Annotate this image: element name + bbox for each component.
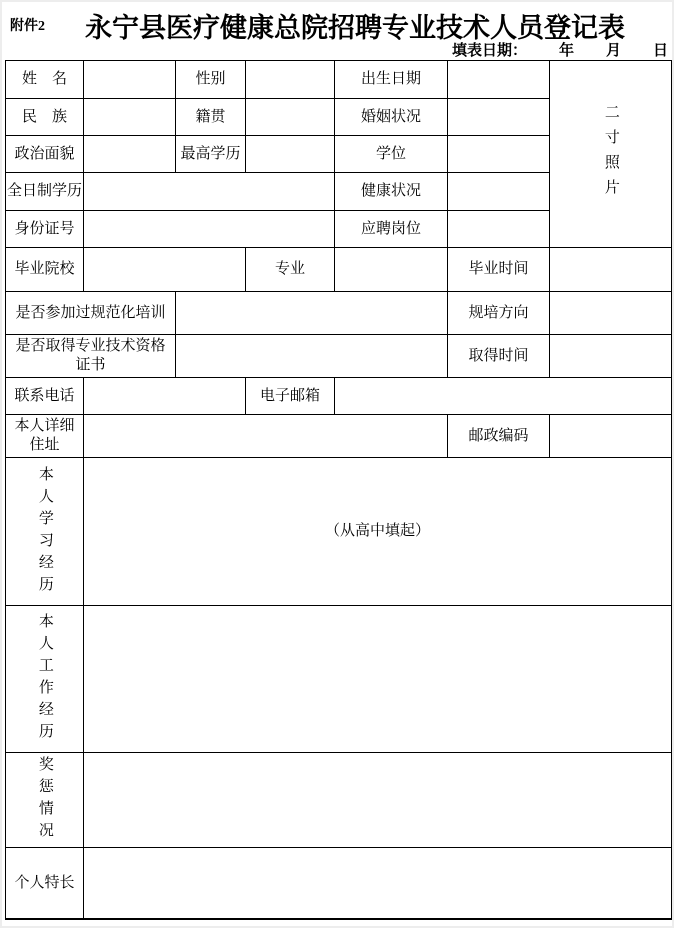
graduation-time-value-cell — [550, 248, 672, 292]
major-value-cell — [335, 248, 448, 292]
id-number-value-cell — [84, 211, 335, 248]
obtained-time-label-cell: 取得时间 — [448, 335, 550, 378]
training-direction-value-cell — [550, 292, 672, 335]
year-label: 年 — [558, 43, 574, 59]
photo-placeholder-label: 二寸照片 — [602, 104, 619, 204]
rewards-punishments-label-cell — [6, 753, 84, 848]
home-address-value-cell — [84, 415, 448, 458]
id-number-label-cell: 身份证号 — [6, 211, 84, 248]
political-status-label-cell: 政治面貌 — [6, 136, 84, 173]
rewards-punishments-label: 奖惩情况 — [36, 756, 53, 844]
applied-position-label-cell: 应聘岗位 — [335, 211, 448, 248]
fulltime-education-label-cell: 全日制学历 — [6, 173, 84, 211]
work-experience-label: 本人工作经历 — [36, 613, 53, 745]
degree-value-cell — [448, 136, 550, 173]
graduation-time-label-cell: 毕业时间 — [448, 248, 550, 292]
personal-specialty-content-cell — [84, 848, 672, 919]
contact-phone-value-cell — [84, 378, 246, 415]
ethnicity-label-cell: 民 族 — [6, 99, 84, 136]
attachment-label: 附件2 — [10, 19, 45, 34]
degree-label-cell: 学位 — [335, 136, 448, 173]
highest-education-value-cell — [246, 136, 335, 173]
month-label: 月 — [605, 43, 621, 59]
native-place-label-cell: 籍贯 — [176, 99, 246, 136]
home-address-label-cell: 本人详细住址 — [6, 415, 84, 458]
work-experience-label-cell — [6, 606, 84, 753]
study-experience-label-cell — [6, 458, 84, 606]
postal-code-label-cell: 邮政编码 — [448, 415, 550, 458]
qualification-certificate-label-cell: 是否取得专业技术资格证书 — [6, 335, 176, 378]
form-table — [5, 60, 673, 920]
gender-label-cell: 性别 — [176, 61, 246, 99]
work-experience-content-cell — [84, 606, 672, 753]
obtained-time-value-cell — [550, 335, 672, 378]
personal-specialty-label-cell: 个人特长 — [6, 848, 84, 919]
study-experience-content-cell — [84, 458, 672, 606]
name-value-cell — [84, 61, 176, 99]
fulltime-education-value-cell — [84, 173, 335, 211]
email-value-cell — [335, 378, 672, 415]
standardized-training-label-cell: 是否参加过规范化培训 — [6, 292, 176, 335]
training-direction-label-cell: 规培方向 — [448, 292, 550, 335]
health-status-label-cell: 健康状况 — [335, 173, 448, 211]
study-experience-hint: （从高中填起） — [324, 523, 430, 540]
postal-code-value-cell — [550, 415, 672, 458]
email-label-cell: 电子邮箱 — [246, 378, 335, 415]
political-status-value-cell — [84, 136, 176, 173]
major-label-cell: 专业 — [246, 248, 335, 292]
rewards-punishments-content-cell — [84, 753, 672, 848]
name-label-cell: 姓 名 — [6, 61, 84, 99]
applied-position-value-cell — [448, 211, 550, 248]
health-status-value-cell — [448, 173, 550, 211]
native-place-value-cell — [246, 99, 335, 136]
graduation-school-value-cell — [84, 248, 246, 292]
gender-value-cell — [246, 61, 335, 99]
photo-cell — [550, 61, 672, 248]
marital-status-value-cell — [448, 99, 550, 136]
day-label: 日 — [652, 43, 668, 59]
marital-status-label-cell: 婚姻状况 — [335, 99, 448, 136]
fill-date-line — [452, 39, 668, 60]
ethnicity-value-cell — [84, 99, 176, 136]
study-experience-label: 本人学习经历 — [36, 465, 53, 598]
graduation-school-label-cell: 毕业院校 — [6, 248, 84, 292]
birth-date-label-cell: 出生日期 — [335, 61, 448, 99]
contact-phone-label-cell: 联系电话 — [6, 378, 84, 415]
fill-date-label: 填表日期： — [452, 43, 528, 59]
birth-date-value-cell — [448, 61, 550, 99]
qualification-certificate-value-cell — [176, 335, 448, 378]
standardized-training-value-cell — [176, 292, 448, 335]
form-title: 永宁县医疗健康总院招聘专业技术人员登记表 — [85, 13, 625, 43]
highest-education-label-cell: 最高学历 — [176, 136, 246, 173]
